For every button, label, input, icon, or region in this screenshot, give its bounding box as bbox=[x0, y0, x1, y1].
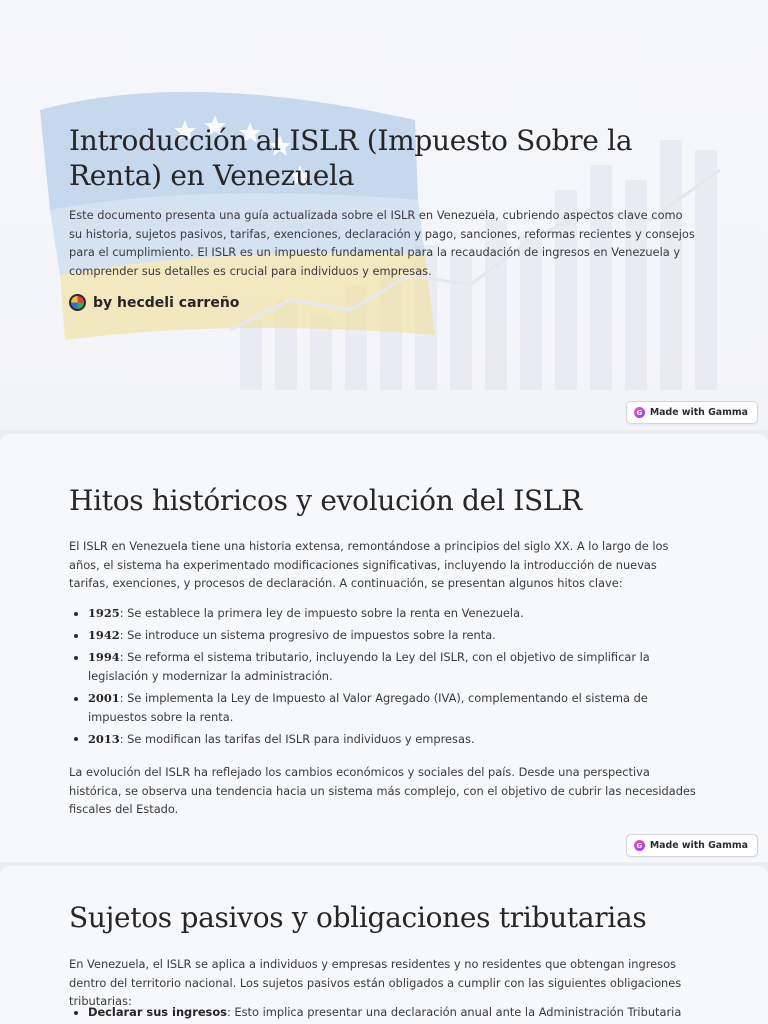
list-item bbox=[69, 689, 709, 726]
history-slide bbox=[0, 434, 768, 862]
badge-label: Made with Gamma bbox=[649, 407, 748, 418]
list-item bbox=[69, 626, 709, 645]
author-name: by hecdeli carreño bbox=[93, 294, 240, 311]
list-item bbox=[69, 1003, 709, 1022]
milestone-year: 1925 bbox=[88, 606, 120, 620]
milestone-year: 2013 bbox=[88, 731, 120, 746]
page-title: Introducción al ISLR (Impuesto Sobre la Renta) en Venezuela bbox=[69, 124, 633, 192]
made-with-gamma-button[interactable] bbox=[626, 834, 758, 857]
milestone-year: 1942 bbox=[88, 628, 120, 643]
milestone-text: : Se modifican las tarifas del ISLR para individuos y empresas. bbox=[119, 731, 475, 746]
milestone-text: : Se implementa la Ley de Impuesto al Valor Agregado (IVA), complementando el sistema de impuestos sobre la renta. bbox=[88, 691, 648, 724]
list-item bbox=[69, 648, 709, 685]
section-intro: El ISLR en Venezuela tiene una historia extensa, remontándose a principios del siglo XX. A lo largo de los años, el sistema ha experimentado modificaciones significativas, incluyendo la introducción de nuevas tarifas, exenciones, y procesos de declaración. A continuación, se presentan algunos hitos clave: bbox=[69, 539, 669, 591]
made-with-gamma-button[interactable] bbox=[626, 401, 758, 424]
gamma-logo-icon: G bbox=[634, 407, 645, 418]
badge-label: Made with Gamma bbox=[649, 840, 748, 851]
gamma-logo-icon: G bbox=[634, 840, 645, 851]
milestone-year: 2001 bbox=[88, 691, 120, 706]
milestone-list bbox=[69, 604, 709, 752]
taxpayers-slide bbox=[0, 866, 768, 1024]
milestone-text: : Se establece la primera ley de impuesto sobre la renta en Venezuela. bbox=[119, 606, 524, 620]
obligation-list bbox=[69, 1003, 709, 1024]
author-byline bbox=[69, 294, 239, 311]
section-title: Hitos históricos y evolución del ISLR bbox=[69, 484, 582, 517]
obligation-label: Declarar sus ingresos bbox=[88, 1005, 227, 1019]
milestone-year: 1994 bbox=[88, 650, 120, 665]
list-item bbox=[69, 730, 709, 749]
milestone-text: : Se introduce un sistema progresivo de impuestos sobre la renta. bbox=[119, 628, 496, 643]
milestone-text: : Se reforma el sistema tributario, incluyendo la Ley del ISLR, con el objetivo de simplificar la legislación y modernizar la administración. bbox=[88, 650, 650, 683]
list-item bbox=[69, 604, 709, 623]
title-slide bbox=[0, 0, 768, 430]
section-title: Sujetos pasivos y obligaciones tributarias bbox=[69, 901, 647, 934]
avatar bbox=[69, 294, 86, 311]
intro-description: Este documento presenta una guía actualizada sobre el ISLR en Venezuela, cubriendo aspectos clave como su historia, sujetos pasivos, tarifas, exenciones, declaración y pago, sanciones, reformas recientes y consejos para el cumplimiento. El ISLR es un impuesto fundamental para la recaudación de ingresos en Venezuela y comprender sus detalles es crucial para individuos y empresas. bbox=[69, 208, 695, 278]
obligation-text: : Esto implica presentar una declaración anual ante la Administración Tributaria bbox=[226, 1005, 682, 1019]
section-conclusion: La evolución del ISLR ha reflejado los cambios económicos y sociales del país. Desde una perspectiva histórica, se observa una tendencia hacia un sistema más complejo, con el objetivo de cubrir las necesidades fiscales del Estado. bbox=[69, 765, 696, 817]
section-intro: En Venezuela, el ISLR se aplica a individuos y empresas residentes y no residentes que obtengan ingresos dentro del territorio nacional. Los sujetos pasivos están obligados a cumplir con las siguientes obligaciones tributarias: bbox=[69, 957, 682, 1009]
